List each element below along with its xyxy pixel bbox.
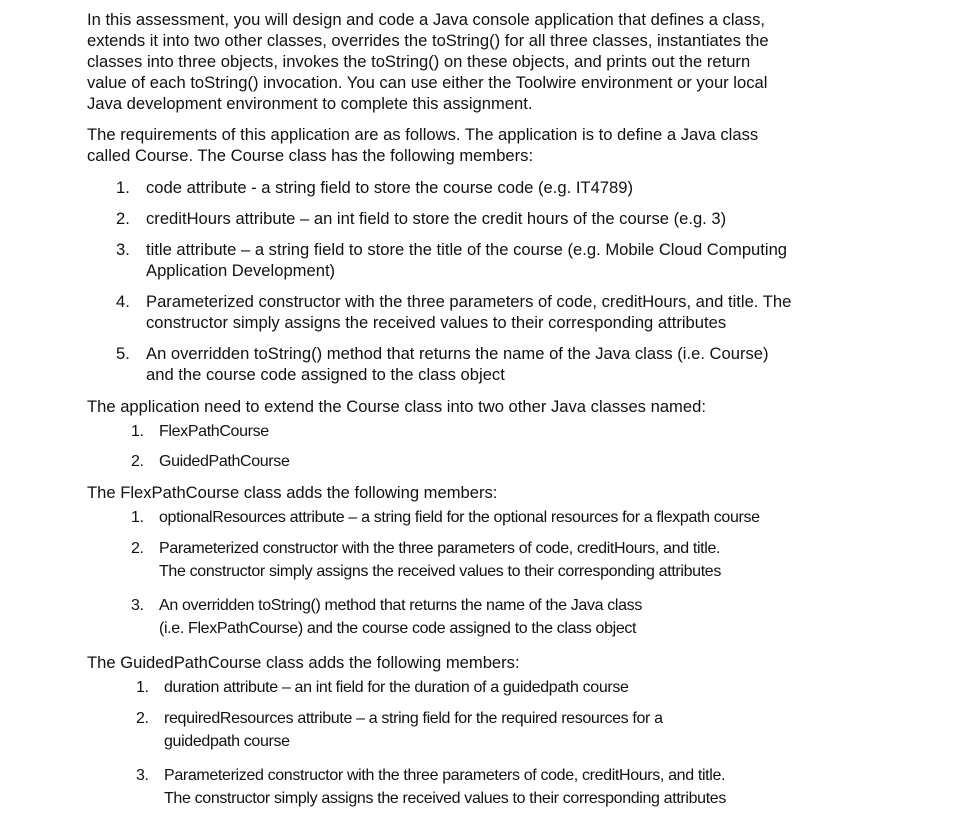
list-line: duration attribute – an int field for the duration of a guidedpath course — [164, 679, 629, 696]
list-line: GuidedPathCourse — [159, 453, 290, 470]
list-text — [164, 764, 726, 810]
intro-line: extends it into two other classes, overrides the toString() for all three classes, instantiates the — [87, 31, 769, 50]
list-number: 2. — [116, 209, 130, 228]
list-line: requiredResources attribute – a string field for the required resources for a — [164, 710, 663, 727]
list-line: code attribute - a string field to store the course code (e.g. IT4789) — [146, 178, 634, 197]
list-number: 1. — [136, 679, 149, 696]
intro-line: value of each toString() invocation. You can use either the Toolwire environment or your local — [87, 73, 768, 92]
flexpath-heading — [87, 482, 497, 503]
list-text — [146, 239, 787, 281]
list-line: creditHours attribute – an int field to store the credit hours of the course (e.g. 3) — [146, 209, 727, 228]
requirements-line: called Course. The Course class has the following members: — [87, 146, 534, 165]
requirements-line: The requirements of this application are as follows. The application is to define a Java class — [87, 125, 759, 144]
list-text — [164, 677, 629, 698]
list-number: 4. — [116, 292, 130, 311]
extend-line: The application need to extend the Course class into two other Java classes named: — [87, 397, 706, 416]
list-number: 2. — [131, 453, 144, 470]
list-line: Application Development) — [146, 261, 336, 280]
intro-line: Java development environment to complete this assignment. — [87, 94, 533, 113]
list-number: 1. — [131, 423, 144, 440]
list-line: FlexPathCourse — [159, 423, 269, 440]
list-line: title attribute – a string field to store the title of the course (e.g. Mobile Cloud Computing — [146, 240, 788, 259]
flexpath-heading-text: The FlexPathCourse class adds the following members: — [87, 483, 498, 502]
list-text — [159, 507, 760, 528]
list-text — [146, 291, 791, 333]
list-line: The constructor simply assigns the received values to their corresponding attributes — [164, 790, 726, 807]
list-number: 5. — [116, 344, 130, 363]
list-text — [159, 421, 269, 442]
list-number: 3. — [136, 767, 149, 784]
requirements-paragraph — [87, 124, 758, 166]
list-line: Parameterized constructor with the three parameters of code, creditHours, and title. — [159, 540, 721, 557]
list-text — [146, 177, 633, 198]
guidedpath-heading-text: The GuidedPathCourse class adds the following members: — [87, 653, 520, 672]
intro-paragraph — [87, 9, 769, 114]
list-number: 1. — [131, 509, 144, 526]
list-text — [159, 594, 642, 640]
list-text — [146, 343, 769, 385]
extend-paragraph — [87, 396, 706, 417]
list-line: optionalResources attribute – a string field for the optional resources for a flexpath course — [159, 509, 760, 526]
list-line: Parameterized constructor with the three parameters of code, creditHours, and title. — [164, 767, 726, 784]
list-number: 2. — [136, 710, 149, 727]
list-text — [159, 537, 721, 583]
list-text — [146, 208, 726, 229]
list-text — [159, 451, 290, 472]
list-line: An overridden toString() method that returns the name of the Java class — [159, 597, 642, 614]
list-number: 2. — [131, 540, 144, 557]
guidedpath-heading — [87, 652, 520, 673]
list-line: The constructor simply assigns the received values to their corresponding attributes — [159, 563, 721, 580]
list-line: guidedpath course — [164, 733, 290, 750]
list-line: Parameterized constructor with the three parameters of code, creditHours, and title. The — [146, 292, 792, 311]
list-number: 3. — [116, 240, 130, 259]
list-text — [164, 707, 663, 753]
intro-line: In this assessment, you will design and code a Java console application that defines a class, — [87, 10, 765, 29]
list-line: constructor simply assigns the received values to their corresponding attributes — [146, 313, 727, 332]
list-line: and the course code assigned to the class object — [146, 365, 505, 384]
list-line: (i.e. FlexPathCourse) and the course code assigned to the class object — [159, 620, 637, 637]
intro-line: classes into three objects, invokes the toString() on these objects, and prints out the return — [87, 52, 751, 71]
list-number: 1. — [116, 178, 130, 197]
list-line: An overridden toString() method that returns the name of the Java class (i.e. Course) — [146, 344, 769, 363]
list-number: 3. — [131, 597, 144, 614]
